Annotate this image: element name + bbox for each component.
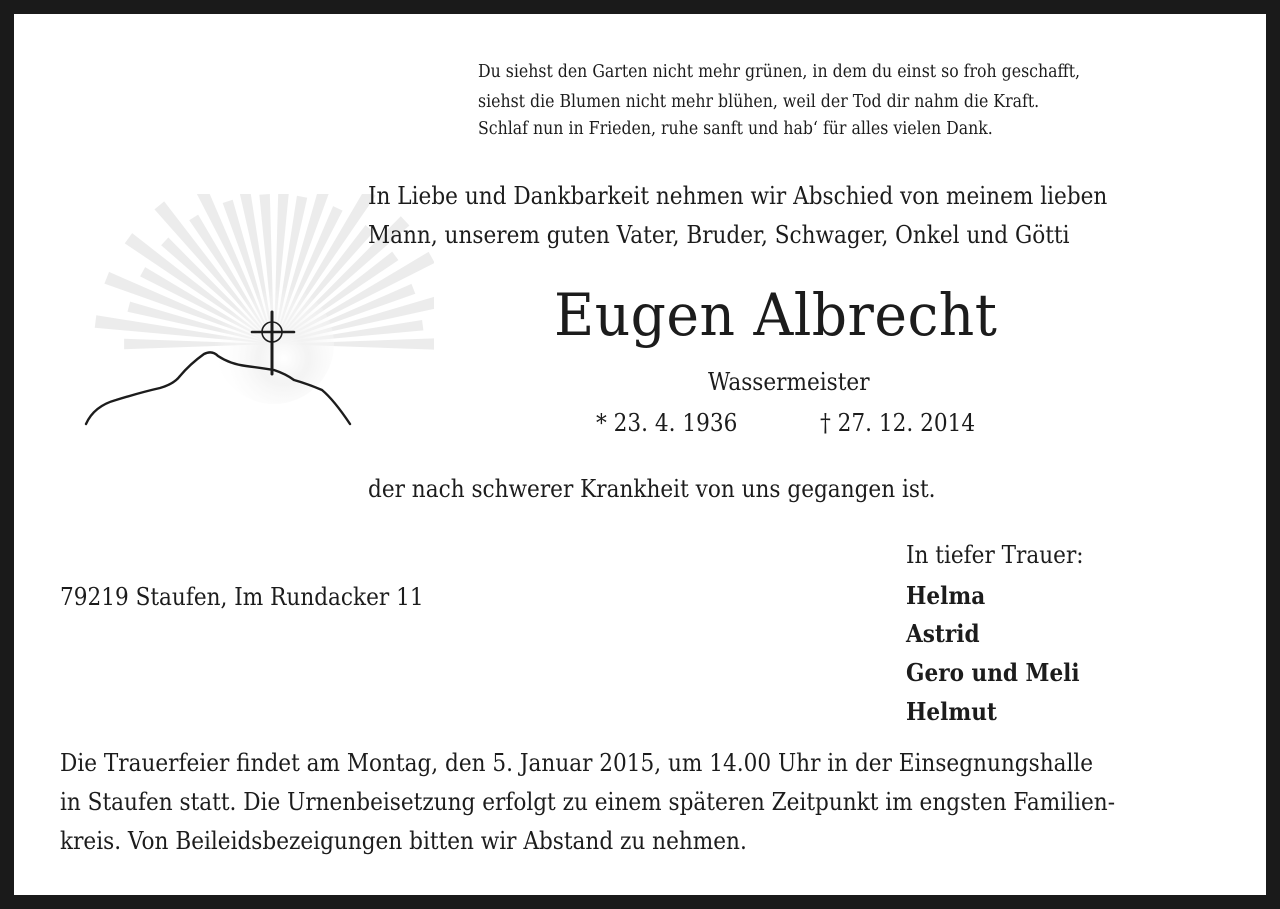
- service-line-1: Die Trauerfeier findet am Montag, den 5. Januar 2015, um 14.00 Uhr in der Einsegnungshalle: [60, 749, 1094, 777]
- service-line-3: kreis. Von Beileidsbezeigungen bitten wir Abstand zu nehmen.: [60, 827, 747, 855]
- deceased-name: Eugen Albrecht: [554, 281, 998, 349]
- birth-date: * 23. 4. 1936: [596, 409, 738, 437]
- poem-line-2: siehst die Blumen nicht mehr blühen, weil der Tod dir nahm die Kraft.: [478, 92, 1040, 112]
- death-date: † 27. 12. 2014: [820, 409, 976, 437]
- mourner-name-3: Gero und Meli: [906, 658, 1080, 687]
- mourner-name-1: Helma: [906, 581, 986, 610]
- poem-line-1: Du siehst den Garten nicht mehr grünen, in dem du einst so froh geschafft,: [478, 62, 1081, 82]
- sun-glow: [214, 284, 334, 404]
- intro-line-2: Mann, unserem guten Vater, Bruder, Schwager, Onkel und Götti: [368, 221, 1070, 249]
- mourner-name-2: Astrid: [906, 619, 980, 648]
- mourning-heading: In tiefer Trauer:: [906, 541, 1084, 569]
- mourner-name-4: Helmut: [906, 697, 997, 726]
- obituary-notice: [14, 14, 1266, 895]
- address: 79219 Staufen, Im Rundacker 11: [60, 583, 424, 611]
- service-line-2: in Staufen statt. Die Urnenbeisetzung erfolgt zu einem späteren Zeitpunkt im engsten Familien-: [60, 788, 1115, 816]
- poem-line-3: Schlaf nun in Frieden, ruhe sanft und hab‘ für alles vielen Dank.: [478, 119, 993, 139]
- deceased-profession: Wassermeister: [708, 368, 870, 396]
- passing-note: der nach schwerer Krankheit von uns gegangen ist.: [368, 475, 936, 503]
- intro-line-1: In Liebe und Dankbarkeit nehmen wir Abschied von meinem lieben: [368, 182, 1108, 210]
